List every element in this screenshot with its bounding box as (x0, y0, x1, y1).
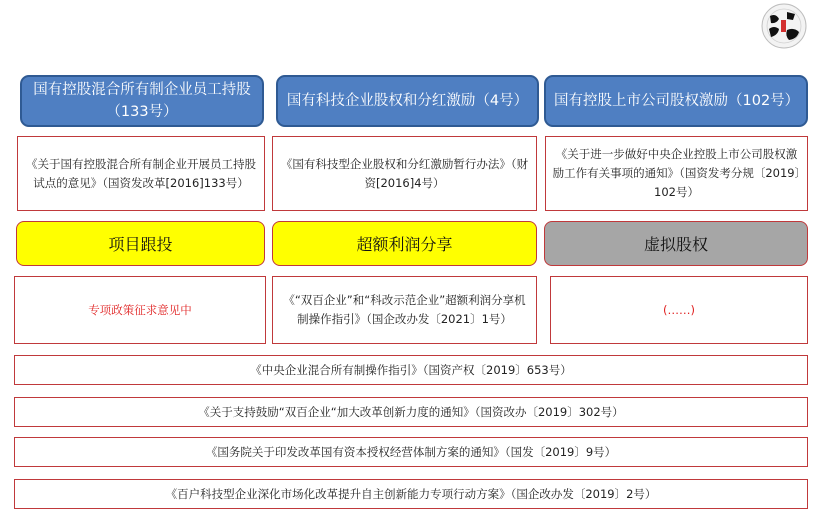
mechanism-excess-profit-sharing: 超额利润分享 (272, 221, 537, 266)
mechanism-virtual-equity: 虚拟股权 (544, 221, 808, 266)
policy-guofa-9: 《国务院关于印发改革国有资本授权经营体制方案的通知》（国发〔2019〕9号） (14, 437, 808, 467)
header-tech-equity-incentive: 国有科技企业股权和分红激励（4号） (276, 75, 539, 127)
logo-seal (760, 2, 808, 50)
detail-virtual-equity-placeholder: (……) (550, 276, 808, 344)
policy-302: 《关于支持鼓励“双百企业“加大改革创新力度的通知》（国资改办〔2019〕302号） (14, 397, 808, 427)
policy-action-plan-2: 《百户科技型企业深化市场化改革提升自主创新能力专项行动方案》（国企改办发〔2019〕2号） (14, 479, 808, 509)
policy-653: 《中央企业混合所有制操作指引》（国资产权〔2019〕653号） (14, 355, 808, 385)
detail-excess-profit-guideline: 《“双百企业”和“科改示范企业”超额利润分享机制操作指引》（国企改办发〔2021〕1号） (272, 276, 537, 344)
header-employee-shareholding: 国有控股混合所有制企业员工持股（133号） (20, 75, 264, 127)
detail-co-investment-pending: 专项政策征求意见中 (14, 276, 266, 344)
document-102: 《关于进一步做好中央企业控股上市公司股权激励工作有关事项的通知》（国资发考分规〔2019〕102号） (545, 136, 808, 211)
document-133: 《关于国有控股混合所有制企业开展员工持股试点的意见》（国资发改革[2016]133号） (17, 136, 265, 211)
header-listed-equity-incentive: 国有控股上市公司股权激励（102号） (544, 75, 808, 127)
mechanism-project-co-investment: 项目跟投 (16, 221, 265, 266)
document-4: 《国有科技型企业股权和分红激励暂行办法》（财资[2016]4号） (272, 136, 537, 211)
